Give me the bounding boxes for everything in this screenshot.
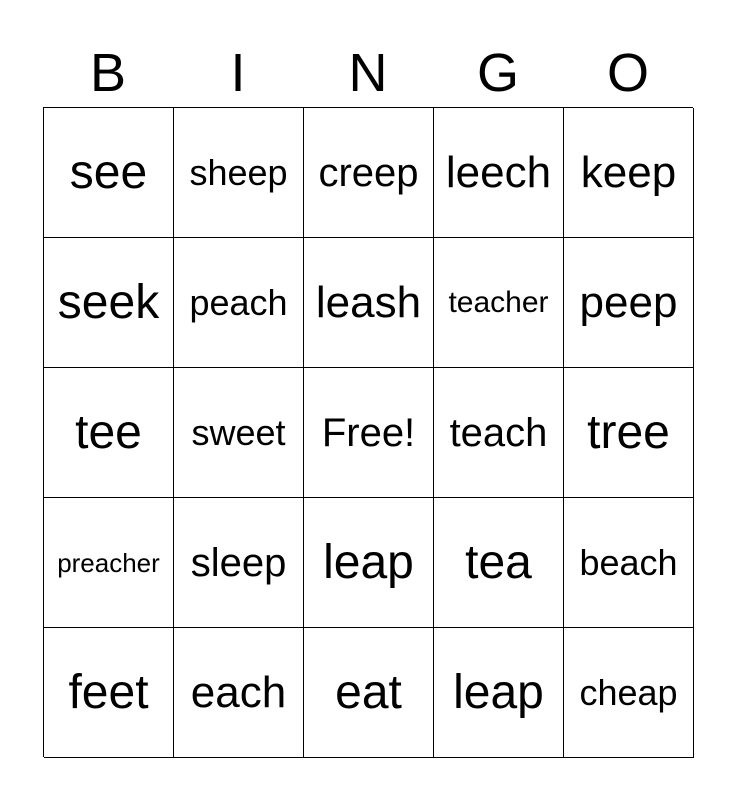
cell-word: eat	[335, 665, 402, 719]
cell-word: teach	[449, 410, 548, 455]
bingo-cell[interactable]	[174, 108, 304, 238]
cell-word: preacher	[57, 547, 160, 578]
bingo-cell[interactable]	[564, 238, 694, 368]
cell-word: beach	[579, 541, 678, 583]
cell-word: leap	[453, 665, 544, 719]
bingo-cell[interactable]	[304, 108, 434, 238]
bingo-board	[43, 107, 693, 757]
header-letter-o: O	[606, 43, 649, 103]
cell-word: see	[69, 145, 148, 199]
cell-word: leap	[323, 535, 414, 589]
bingo-cell[interactable]	[174, 628, 304, 758]
cell-word: keep	[580, 147, 677, 197]
bingo-cell[interactable]	[564, 628, 694, 758]
bingo-cell[interactable]	[434, 368, 564, 498]
bingo-cell[interactable]	[174, 238, 304, 368]
header-letter-g: G	[476, 43, 519, 103]
bingo-cell[interactable]	[44, 108, 174, 238]
bingo-cell[interactable]	[434, 238, 564, 368]
bingo-cell[interactable]	[304, 498, 434, 628]
cell-word: tea	[465, 535, 532, 589]
bingo-header	[43, 40, 693, 106]
cell-word: peach	[189, 281, 288, 323]
cell-word: tree	[587, 405, 670, 459]
bingo-cell[interactable]	[434, 628, 564, 758]
cell-word: leech	[445, 147, 552, 197]
cell-word: seek	[57, 275, 160, 329]
bingo-cell[interactable]	[304, 238, 434, 368]
bingo-cell[interactable]	[44, 238, 174, 368]
cell-word: each	[190, 667, 287, 717]
cell-word: sheep	[189, 151, 288, 193]
cell-word: creep	[318, 150, 419, 195]
cell-word: leash	[315, 277, 422, 327]
bingo-cell[interactable]	[564, 108, 694, 238]
cell-word: feet	[68, 665, 149, 719]
cell-word: peep	[579, 277, 678, 327]
bingo-cell[interactable]	[434, 108, 564, 238]
bingo-cell[interactable]	[174, 498, 304, 628]
header-letter-b: B	[89, 43, 127, 103]
bingo-cell[interactable]	[44, 368, 174, 498]
cell-word: teacher	[448, 285, 549, 319]
cell-word: tee	[75, 405, 142, 459]
bingo-cell[interactable]	[564, 368, 694, 498]
header-letter-n: N	[348, 43, 388, 103]
cell-word: sweet	[191, 411, 286, 453]
bingo-cell[interactable]	[304, 628, 434, 758]
bingo-cell[interactable]	[174, 368, 304, 498]
bingo-cell[interactable]	[44, 498, 174, 628]
bingo-cell[interactable]	[434, 498, 564, 628]
free-space-label: Free!	[321, 410, 416, 455]
free-space-cell[interactable]	[304, 368, 434, 498]
bingo-cell[interactable]	[44, 628, 174, 758]
bingo-cell[interactable]	[564, 498, 694, 628]
header-letter-i: I	[230, 43, 246, 103]
cell-word: cheap	[579, 671, 678, 713]
cell-word: sleep	[190, 540, 287, 585]
